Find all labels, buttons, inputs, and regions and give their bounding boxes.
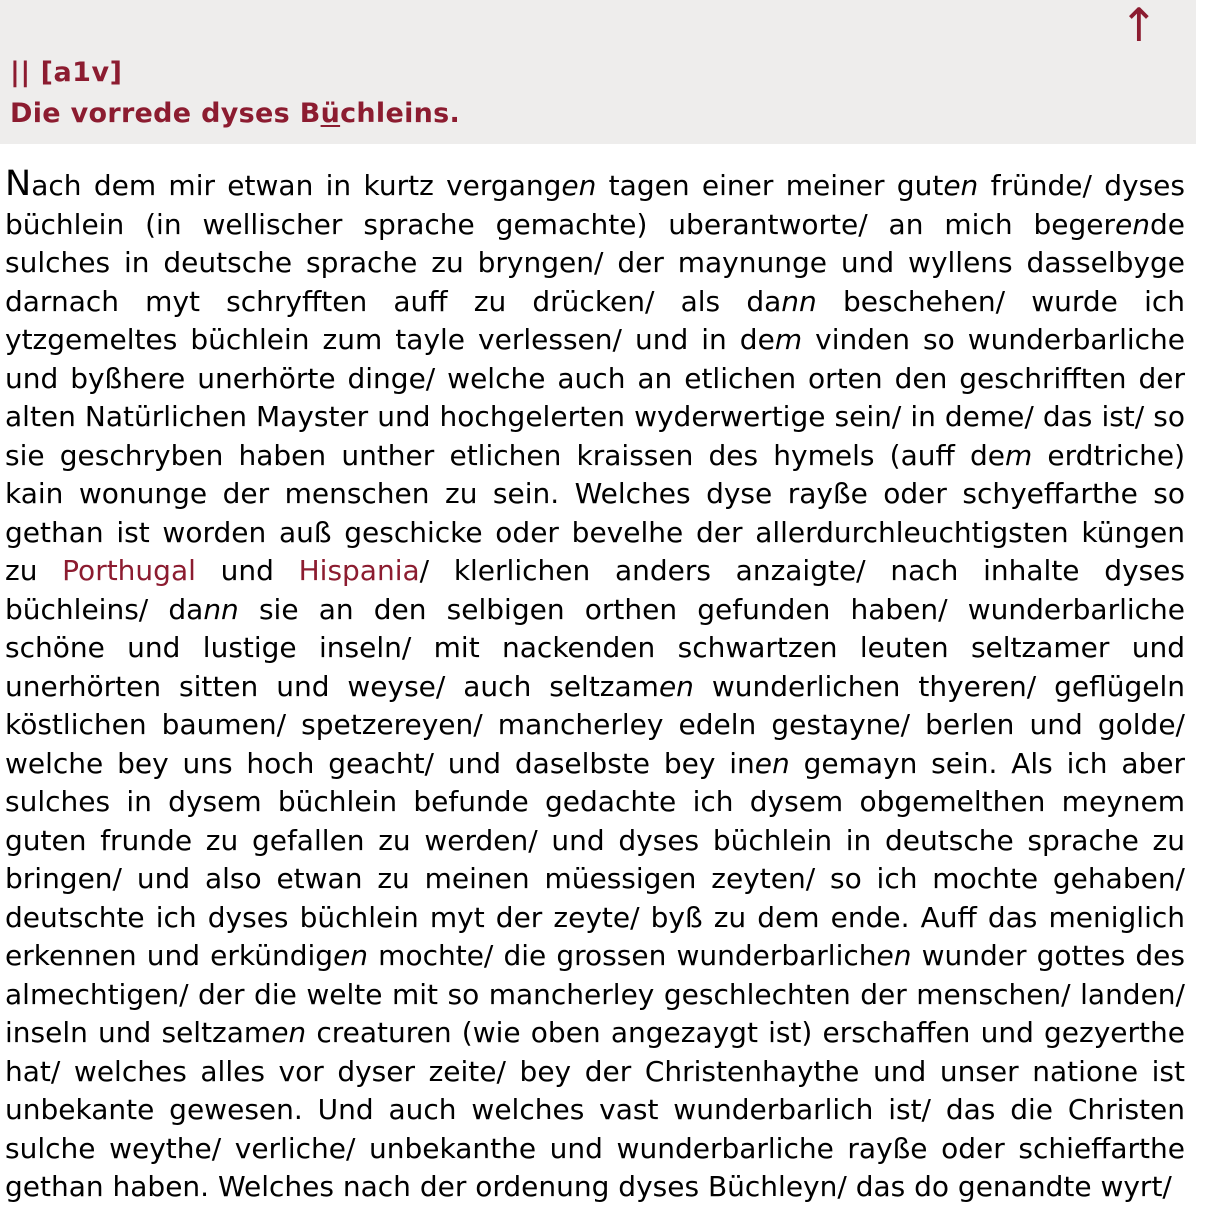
- text-run: en: [271, 1016, 307, 1049]
- text-run: m: [1004, 438, 1033, 472]
- text-run: nn: [203, 592, 239, 626]
- text-run: m: [774, 323, 803, 356]
- text-run: wunderlichen thyeren/ geflügeln köstlichen baumen/ spetzereyen/ mancherley edeln gestayne/ berlen und golde/ welche bey uns hoch geacht/ und daselbste bey in: [5, 669, 1185, 780]
- text-run: mochte/ die grossen wunderbarlich: [368, 939, 877, 972]
- back-to-top-arrow-icon[interactable]: ↑: [1119, 0, 1158, 52]
- page-break-marker: || [a1v]: [10, 57, 123, 88]
- text-run: nn: [781, 284, 817, 318]
- text-run: wunder gottes des almechtigen/ der die welte mit so mancherley geschlechten der menschen/ landen/ inseln und seltzam: [5, 939, 1185, 1049]
- text-run: tagen einer meiner gut: [596, 169, 944, 202]
- page-header: [0, 0, 1196, 144]
- link-hispania[interactable]: Hispania: [298, 554, 420, 587]
- page-title: [10, 98, 1196, 130]
- text-run: en: [333, 939, 369, 972]
- text-run: und: [195, 554, 299, 587]
- text-run: en: [876, 939, 912, 972]
- text-run: ach dem mir etwan in kurtz vergang: [31, 169, 562, 202]
- text-run: sie an den selbigen orthen gefunden haben/ wunderbarliche schöne und lustige inseln/ mit nackenden schwartzen leuten seltzamer und unerhörten sitten und weyse/ auch seltzam: [5, 592, 1186, 703]
- text-run: en: [943, 169, 979, 202]
- page-title-post: chleins.: [340, 98, 461, 130]
- page-title-underlined-char: ü: [320, 98, 341, 130]
- text-run: vinden so wunderbarliche und byßhere unerhörte dinge/ welche auch an etlichen orten den geschrifften der alten Natürlichen Mayster und hochgelerten wyderwertige sein/ in deme/ das ist/ so sie geschryben haben unther etlichen kraissen des hymels (auff de: [5, 323, 1185, 472]
- text-run: / klerlichen anders anzaigte/ nach inhalte dyses büchleins/ da: [5, 554, 1185, 626]
- text-run: gemayn sein. Als ich aber sulches in dysem büchlein befunde gedachte ich dysem obgemelthen meynem guten frunde zu gefallen zu werden/ und dyses büchlein in deutsche sprache zu bringen/ und also etwan zu meinen müessigen zeyten/ so ich mochte gehaben/ deutschte ich dyses büchlein myt der zeyte/ byß zu dem ende. Auff das meniglich erkennen und erkündig: [5, 746, 1186, 972]
- text-run: fründe/ dyses büchlein (in wellischer sprache gemachte) uberantworte/ an mich beger: [5, 169, 1185, 241]
- page-title-pre: Die vorrede dyses B: [10, 98, 321, 130]
- text-run: en: [658, 669, 694, 703]
- preface-paragraph: [5, 164, 1186, 1207]
- link-porthugal[interactable]: Porthugal: [62, 554, 196, 587]
- text-run: en: [561, 169, 597, 202]
- text-run: de sulches in deutsche sprache zu bryngen/ der maynunge und wyllens dasselbyge darnach myt schryfften auff zu drücken/ als da: [5, 207, 1185, 318]
- text-run: beschehen/ wurde ich ytzgemeltes büchlein zum tayle verlessen/ und in de: [5, 284, 1185, 356]
- text-run: erdtriche) kain wonunge der menschen zu sein. Welches dyse rayße oder schyeffarthe so gethan ist worden auß geschicke oder bevelhe der allerdurchleuchtigsten küngen zu: [5, 438, 1185, 587]
- text-run: en: [754, 746, 790, 780]
- text-run: en: [1115, 207, 1150, 241]
- text-run: creaturen (wie oben angezaygt ist) erschaffen und gezyerthe hat/ welches alles vor dyser zeite/ bey der Christenhaythe und unser natione ist unbekante gewesen. Und auch welches vast wunderbarlich ist/ das die Christen sulche weythe/ verliche/ unbekanthe und wunderbarliche rayße oder schieffarthe gethan haben. Welches nach der ordenung dyses Büchleyn/ das do genandte wyrt/: [5, 1016, 1185, 1203]
- initial-capital: N: [5, 164, 32, 204]
